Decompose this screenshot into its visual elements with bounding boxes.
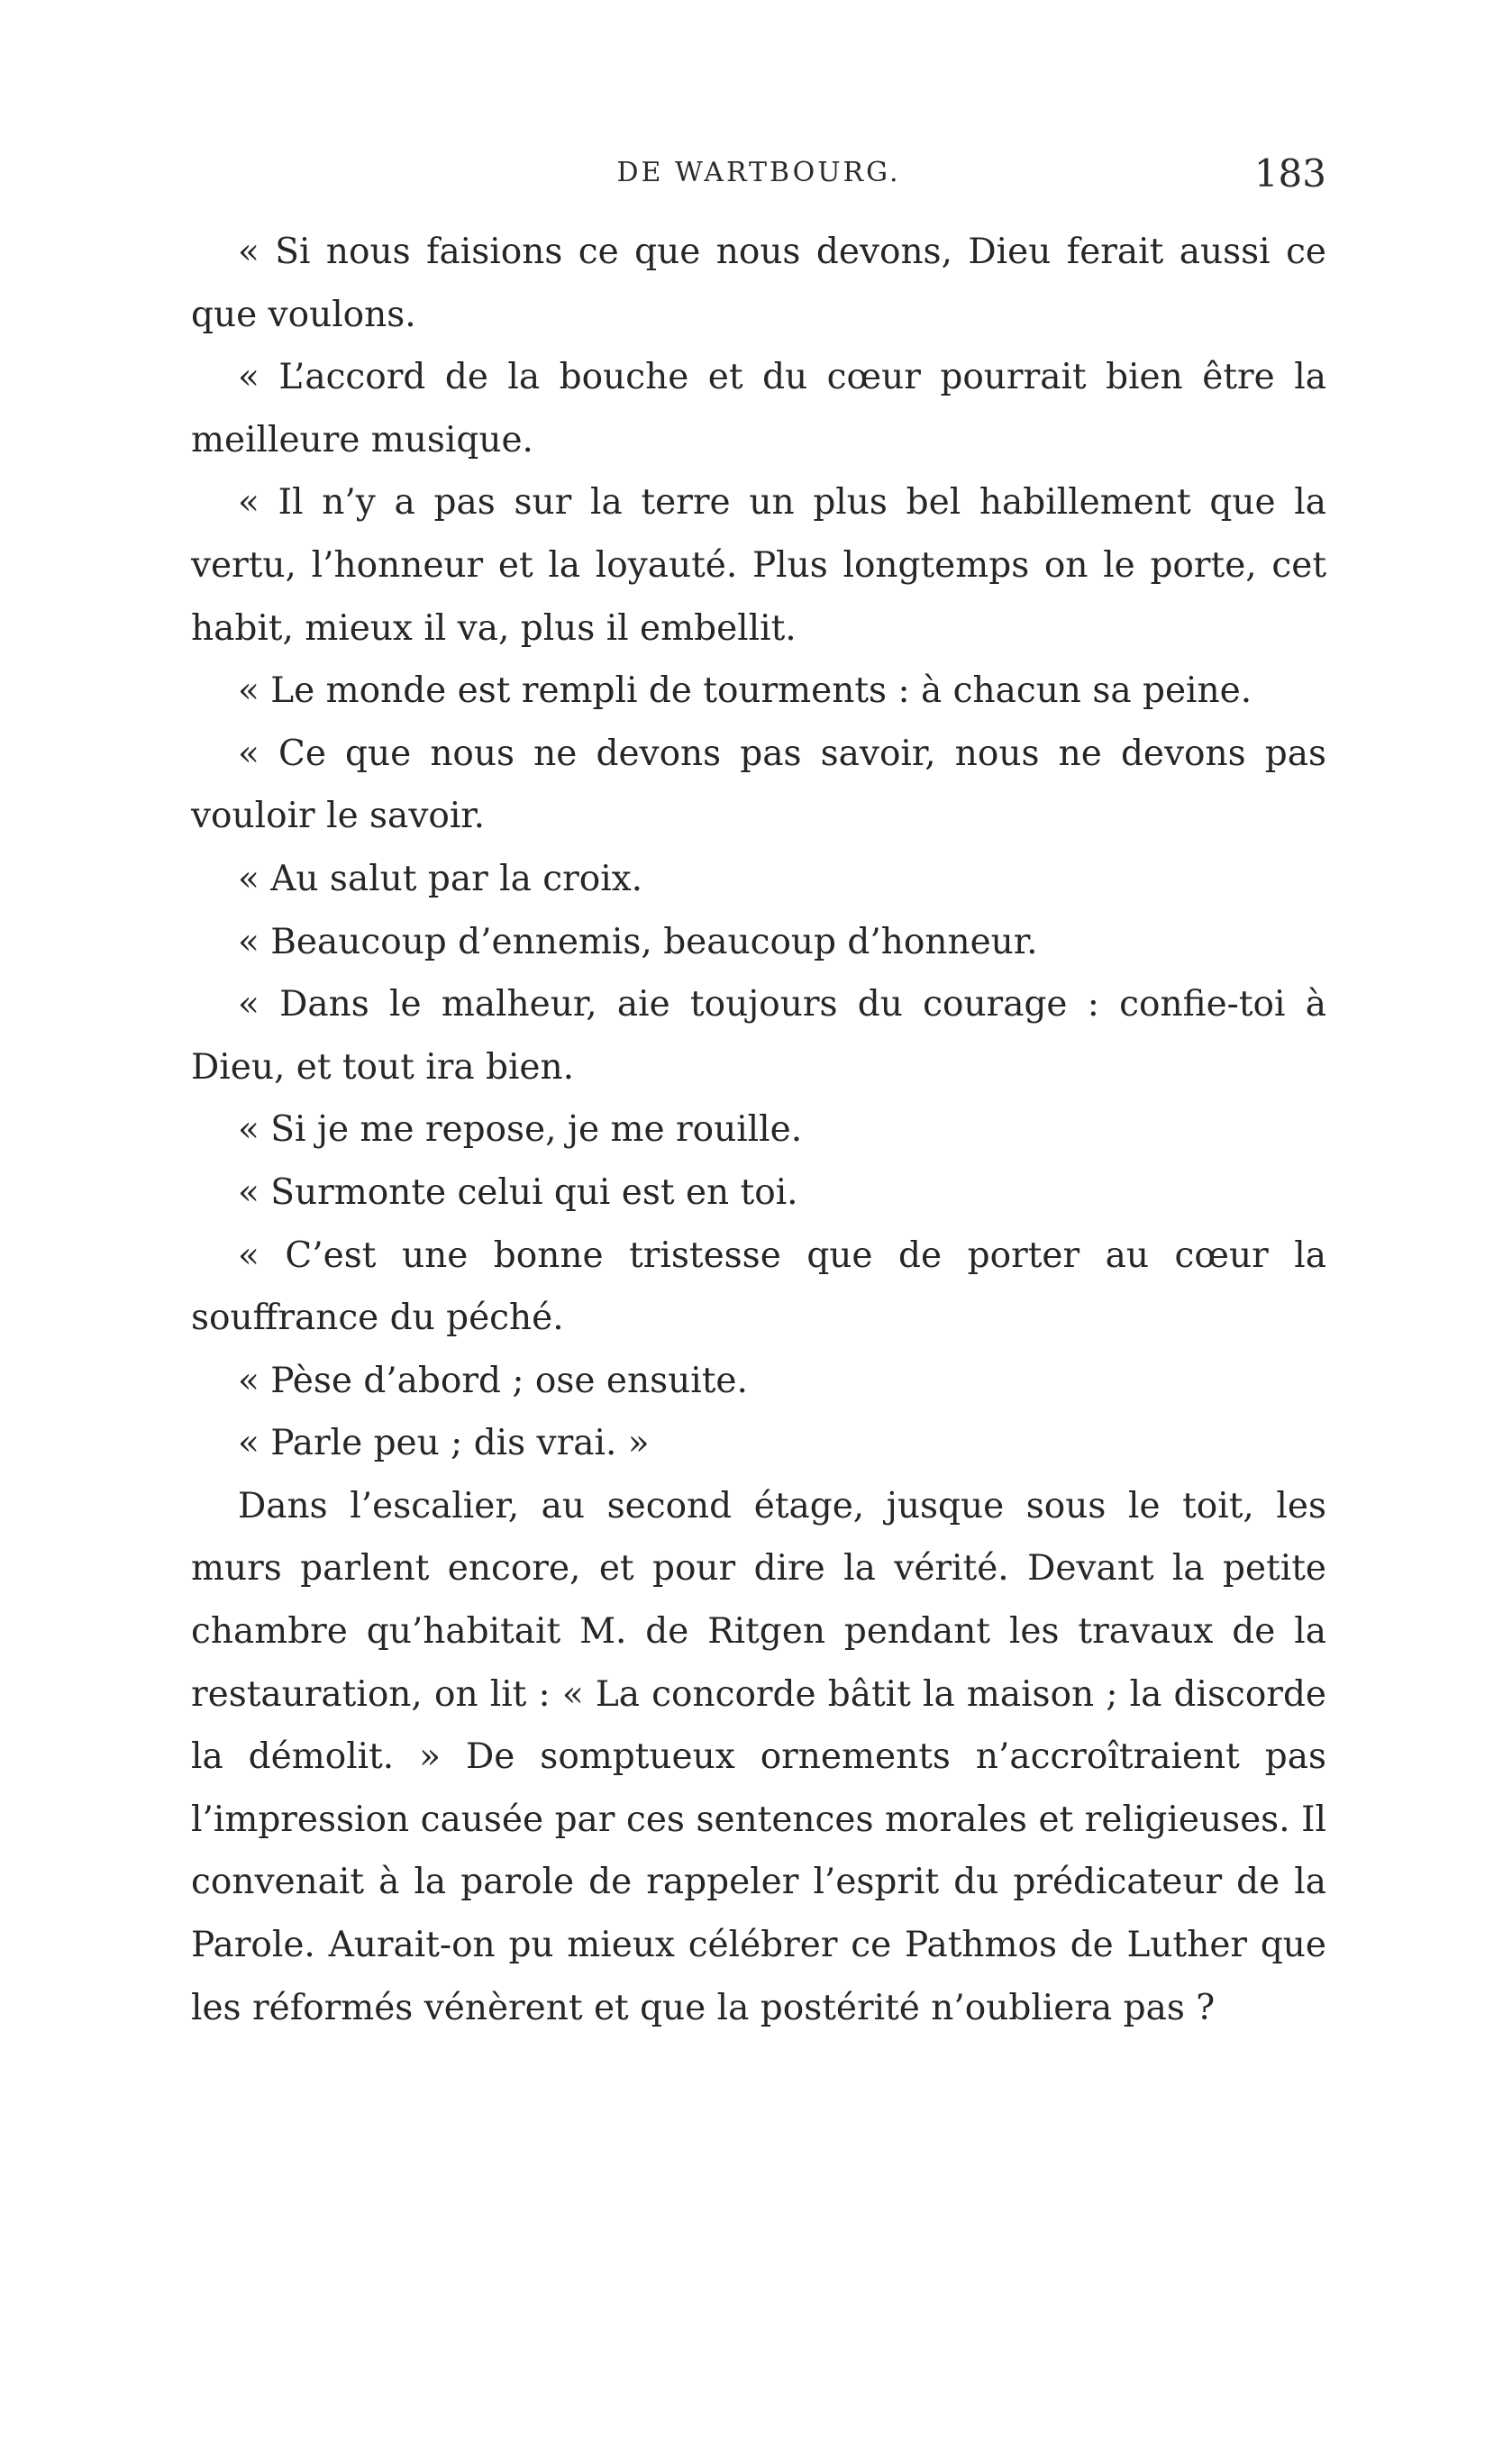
maxim-paragraph: « Le monde est rempli de tourments : à chacun sa peine. (238, 670, 1252, 712)
maxim-paragraph: « Parle peu ; dis vrai. » (238, 1423, 650, 1464)
maxim-paragraph: « Pèse d’abord ; ose ensuite. (238, 1360, 748, 1401)
maxim-paragraph: « Au salut par la croix. (238, 858, 643, 899)
maxim-paragraph: « Il n’y a pas sur la terre un plus bel habillement que la vertu, l’honneur et la loyauté. Plus longtemps on le porte, cet habit, mieux il va, plus il embellit. (191, 482, 1326, 649)
text-block (191, 221, 1326, 2039)
maxim-paragraph: « Si je me repose, je me rouille. (238, 1109, 803, 1151)
maxim-paragraph: « C’est une bonne tristesse que de porter au cœur la souffrance du péché. (191, 1235, 1326, 1339)
maxim-paragraph: « Dans le malheur, aie toujours du courage : confie-toi à Dieu, et tout ira bien. (191, 984, 1326, 1088)
maxim-paragraph: « L’accord de la bouche et du cœur pourrait bien être la meilleure musique. (191, 357, 1326, 460)
maxim-paragraph: « Surmonte celui qui est en toi. (238, 1171, 798, 1213)
body-paragraph: Dans l’escalier, au second étage, jusque sous le toit, les murs parlent encore, et pour dire la vérité. Devant la petite chambre qu’habitait M. de Ritgen pendant les travaux de la restauration, on lit : « La concorde bâtit la maison ; la discorde la démolit. » De somptueux ornements n’accroîtraient pas l’impression causée par ces sentences morales et religieuses. Il convenait à la parole de rappeler l’esprit du prédicateur de la Parole. Aurait-on pu mieux célébrer ce Pathmos de Luther que les réformés vénèrent et que la postérité n’oubliera pas ? (191, 1485, 1326, 2028)
maxim-paragraph: « Ce que nous ne devons pas savoir, nous ne devons pas vouloir le savoir. (191, 733, 1326, 837)
maxim-paragraph: « Si nous faisions ce que nous devons, Dieu ferait aussi ce que voulons. (191, 232, 1326, 335)
running-head (191, 151, 1326, 196)
running-title: DE WARTBOURG. (616, 157, 901, 188)
maxim-paragraph: « Beaucoup d’ennemis, beaucoup d’honneur. (238, 921, 1038, 962)
page-number: 183 (1253, 151, 1326, 196)
